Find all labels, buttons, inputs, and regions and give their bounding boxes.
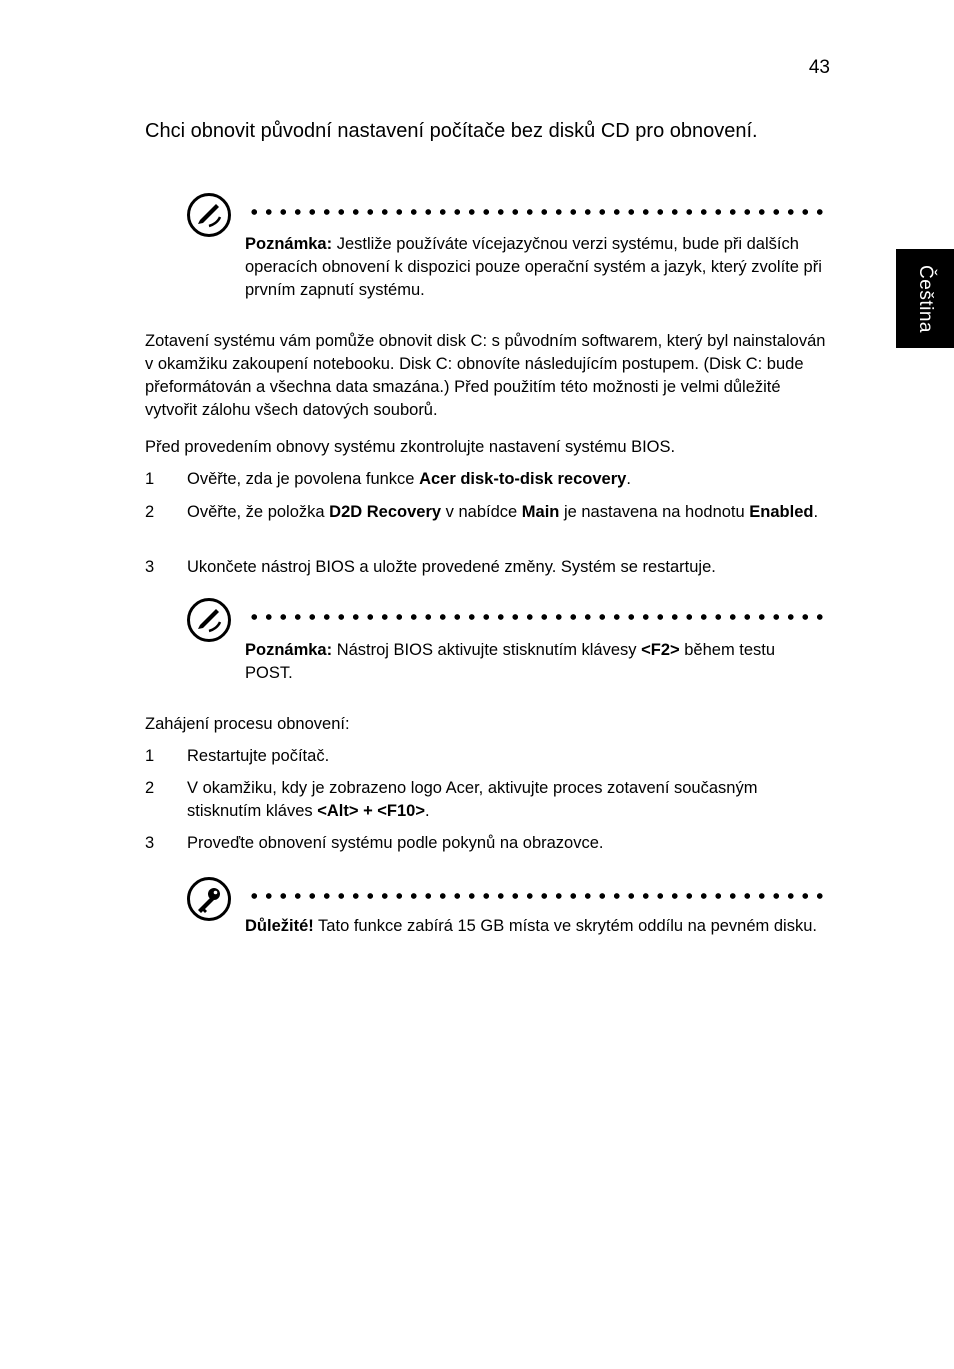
note-body: Jestliže používáte vícejazyčnou verzi systému, bude při dalších operacích obnovení k dispozici pouze operační systém a jazyk, který zvolíte při prvním zapnutí systému.: [245, 235, 822, 299]
list-item: [145, 468, 835, 491]
paragraph: Před provedením obnovy systému zkontrolujte nastavení systému BIOS.: [145, 438, 676, 456]
step-text: v nabídce: [441, 503, 522, 521]
list-item: [145, 501, 835, 524]
paragraph: Zahájení procesu obnovení:: [145, 715, 350, 733]
step-bold: <Alt> + <F10>: [317, 802, 425, 820]
paragraph: Zotavení systému vám pomůže obnovit disk C: s původním softwarem, který byl nainstalován v okamžiku zakoupení notebooku. Disk C: obnovíte následujícím postupem. (Disk C: bude přeformátován a všechna data smazána.) Před použitím této možnosti je velmi důležité vytvořit zálohu všech datových souborů.: [145, 332, 826, 419]
step-text: .: [626, 470, 631, 488]
key-icon: [186, 876, 232, 922]
note-text: [245, 639, 825, 685]
page-number: 43: [808, 57, 830, 78]
section-heading: Chci obnovit původní nastavení počítače bez disků CD pro obnovení.: [145, 120, 758, 142]
step-text: Restartujte počítač.: [187, 747, 330, 765]
note-key: <F2>: [641, 641, 680, 659]
step-bold: Main: [521, 503, 560, 521]
step-text: .: [425, 802, 430, 820]
important-label: Důležité!: [245, 917, 314, 935]
step-text: Ukončete nástroj BIOS a uložte provedené změny. Systém se restartuje.: [187, 558, 716, 576]
list-number: 2: [145, 779, 155, 797]
list-item: [145, 832, 835, 855]
note-body: Nástroj BIOS aktivujte stisknutím klávesy: [332, 641, 642, 659]
important-divider: [247, 893, 827, 899]
list-number: 3: [145, 834, 155, 852]
note-body: během testu POST.: [245, 641, 776, 682]
pencil-note-icon: [186, 192, 232, 238]
important-text: [245, 915, 825, 938]
step-text: Proveďte obnovení systému podle pokynů na obrazovce.: [187, 834, 604, 852]
note-divider: [247, 209, 831, 215]
list-number: 2: [145, 503, 155, 521]
language-tab: [896, 249, 954, 348]
important-body: Tato funkce zabírá 15 GB místa ve skrytém oddílu na pevném disku.: [313, 917, 817, 935]
list-number: 1: [145, 470, 155, 488]
step-text: Ověřte, že položka: [187, 503, 330, 521]
step-text: .: [813, 503, 819, 521]
list-number: 3: [145, 558, 155, 576]
list-item: [145, 556, 835, 579]
list-item: [145, 777, 835, 823]
step-bold: D2D Recovery: [329, 503, 442, 521]
pencil-note-icon: [186, 597, 232, 643]
list-item: [145, 745, 835, 768]
step-bold: Enabled: [749, 503, 814, 521]
note-label: Poznámka:: [245, 641, 333, 659]
step-text: Ověřte, zda je povolena funkce: [187, 470, 420, 488]
note-text: [245, 233, 825, 302]
note-divider: [247, 614, 831, 620]
step-text: je nastavena na hodnotu: [559, 503, 750, 521]
step-text: V okamžiku, kdy je zobrazeno logo Acer, aktivujte proces zotavení současným stisknutím kláves: [187, 779, 758, 820]
note-label: Poznámka:: [245, 235, 333, 253]
list-number: 1: [145, 747, 155, 765]
language-tab-label: Čeština: [915, 264, 936, 333]
step-bold: Acer disk-to-disk recovery: [419, 470, 627, 488]
